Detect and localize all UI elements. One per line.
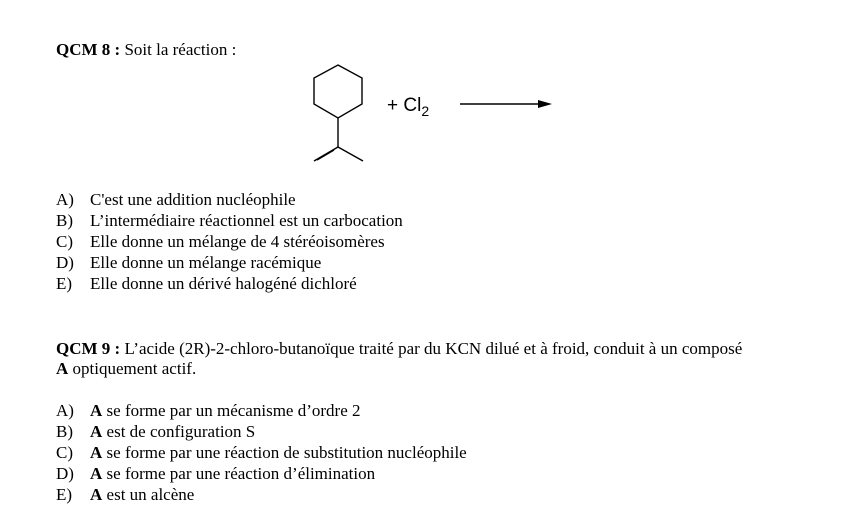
option-text: est de configuration S — [102, 422, 256, 441]
option-letter: B) — [56, 211, 73, 230]
option-compound: A — [90, 443, 103, 462]
qcm8-option-b — [56, 211, 403, 231]
qcm9-compound-label: A — [56, 359, 69, 378]
isopropenylcyclohexane-structure — [314, 65, 363, 161]
option-compound: A — [90, 485, 103, 504]
option-text: Elle donne un mélange racémique — [90, 253, 322, 272]
option-letter: B) — [56, 422, 73, 441]
qcm8-option-a — [56, 190, 296, 210]
option-letter: A) — [56, 401, 74, 420]
qcm8-option-c — [56, 232, 385, 252]
qcm8-title: QCM 8 : — [56, 40, 121, 59]
qcm8-prompt: Soit la réaction : — [120, 40, 237, 59]
option-letter: D) — [56, 253, 74, 272]
methyl-bond — [338, 147, 363, 161]
qcm9-option-a — [56, 401, 361, 421]
reagent-label — [387, 95, 429, 122]
option-text: se forme par une réaction de substitution nucléophile — [102, 443, 467, 462]
option-letter: C) — [56, 232, 73, 251]
option-compound: A — [90, 422, 103, 441]
qcm9-title: QCM 9 : — [56, 339, 121, 358]
option-text: L’intermédiaire réactionnel est un carbocation — [90, 211, 403, 230]
qcm9-option-b — [56, 422, 255, 442]
option-text: Elle donne un dérivé halogéné dichloré — [90, 274, 357, 293]
qcm9-question-line1 — [56, 339, 742, 359]
qcm9-option-d — [56, 464, 375, 484]
qcm9-prompt-line1: L’acide (2R)-2-chloro-butanoïque traité par du KCN dilué et à froid, conduit à un composé — [120, 339, 743, 358]
option-text: se forme par un mécanisme d’ordre 2 — [102, 401, 361, 420]
qcm9-option-c — [56, 443, 467, 463]
option-text: se forme par une réaction d’élimination — [102, 464, 376, 483]
reaction-arrow-head — [538, 100, 552, 108]
cyclohexane-ring — [314, 65, 362, 118]
qcm9-question-line2 — [56, 359, 196, 379]
option-compound: A — [90, 464, 103, 483]
option-text: C'est une addition nucléophile — [90, 190, 296, 209]
option-compound: A — [90, 401, 103, 420]
qcm8-option-e — [56, 274, 357, 294]
qcm9-option-e — [56, 485, 194, 505]
chlorine-subscript: 2 — [421, 102, 430, 119]
option-letter: A) — [56, 190, 74, 209]
option-letter: E) — [56, 274, 73, 293]
chlorine-symbol: Cl — [403, 95, 422, 116]
alkene-double-bond-inner — [317, 150, 334, 160]
option-letter: D) — [56, 464, 74, 483]
plus-sign: + — [387, 95, 399, 116]
qcm8-option-d — [56, 253, 321, 273]
option-text: Elle donne un mélange de 4 stéréoisomères — [90, 232, 385, 251]
option-text: est un alcène — [102, 485, 195, 504]
option-letter: E) — [56, 485, 73, 504]
qcm9-prompt-line2: optiquement actif. — [68, 359, 197, 378]
option-letter: C) — [56, 443, 73, 462]
